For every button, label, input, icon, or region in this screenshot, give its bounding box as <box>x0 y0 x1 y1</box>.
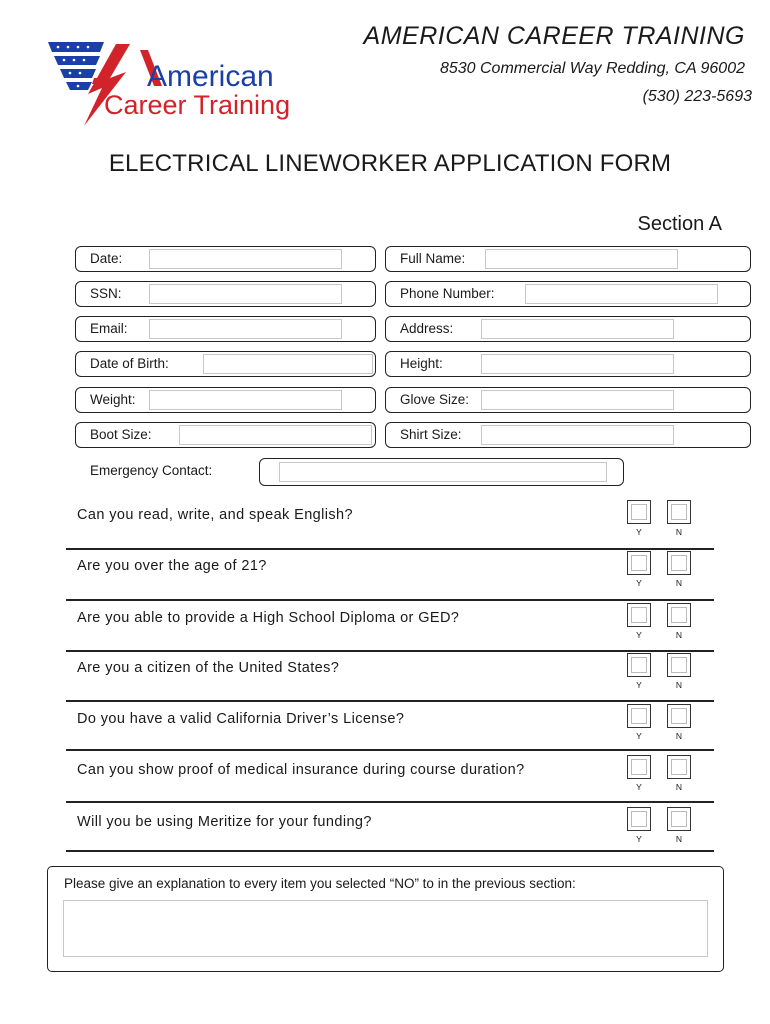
yes-checkbox[interactable] <box>627 755 651 779</box>
glove-size-input[interactable] <box>481 390 674 410</box>
full-name-field[interactable] <box>385 246 751 272</box>
question-text: Do you have a valid California Driver’s License? <box>77 711 405 727</box>
yes-label: Y <box>636 527 642 537</box>
explanation-box <box>47 866 724 972</box>
glove-size-label: Glove Size: <box>400 392 470 407</box>
height-field[interactable] <box>385 351 751 377</box>
yes-checkbox[interactable] <box>627 500 651 524</box>
full-name-label: Full Name: <box>400 251 466 266</box>
section-title: Section A <box>637 213 722 235</box>
question-text: Can you read, write, and speak English? <box>77 507 353 523</box>
yes-label: Y <box>636 680 642 690</box>
phone-label: Phone Number: <box>400 286 495 301</box>
email-label: Email: <box>90 321 128 336</box>
address-input[interactable] <box>481 319 674 339</box>
weight-field[interactable] <box>75 387 376 413</box>
shirt-size-label: Shirt Size: <box>400 427 462 442</box>
height-label: Height: <box>400 356 443 371</box>
address-label: Address: <box>400 321 454 336</box>
yes-checkbox[interactable] <box>627 807 651 831</box>
ssn-field[interactable] <box>75 281 376 307</box>
no-label: N <box>675 731 683 741</box>
no-checkbox[interactable] <box>667 500 691 524</box>
boot-size-field[interactable] <box>75 422 376 448</box>
yes-label: Y <box>636 578 642 588</box>
question-text: Are you over the age of 21? <box>77 558 267 574</box>
question-divider <box>66 749 714 751</box>
yes-checkbox[interactable] <box>627 551 651 575</box>
no-checkbox[interactable] <box>667 704 691 728</box>
question-divider <box>66 599 714 601</box>
date-field[interactable] <box>75 246 376 272</box>
glove-size-field[interactable] <box>385 387 751 413</box>
no-label: N <box>675 680 683 690</box>
question-text: Are you able to provide a High School Diploma or GED? <box>77 610 460 626</box>
org-name: AMERICAN CAREER TRAINING <box>363 22 745 50</box>
no-checkbox[interactable] <box>667 551 691 575</box>
weight-label: Weight: <box>90 392 136 407</box>
no-label: N <box>675 834 683 844</box>
dob-input[interactable] <box>203 354 373 374</box>
no-label: N <box>675 578 683 588</box>
no-label: N <box>675 782 683 792</box>
yes-label: Y <box>636 782 642 792</box>
no-checkbox[interactable] <box>667 603 691 627</box>
question-divider <box>66 850 714 852</box>
phone-field[interactable] <box>385 281 751 307</box>
shirt-size-input[interactable] <box>481 425 674 445</box>
emergency-contact-input[interactable] <box>279 462 607 482</box>
yes-checkbox[interactable] <box>627 653 651 677</box>
yes-label: Y <box>636 731 642 741</box>
boot-size-input[interactable] <box>179 425 372 445</box>
date-input[interactable] <box>149 249 342 269</box>
form-title: ELECTRICAL LINEWORKER APPLICATION FORM <box>108 150 672 177</box>
emergency-contact-field[interactable] <box>259 458 624 486</box>
shirt-size-field[interactable] <box>385 422 751 448</box>
logo-line2: Career Training <box>104 90 291 120</box>
no-checkbox[interactable] <box>667 755 691 779</box>
no-label: N <box>675 630 683 640</box>
ssn-label: SSN: <box>90 286 122 301</box>
weight-input[interactable] <box>149 390 342 410</box>
email-input[interactable] <box>149 319 342 339</box>
address-field[interactable] <box>385 316 751 342</box>
yes-checkbox[interactable] <box>627 603 651 627</box>
question-text: Can you show proof of medical insurance during course duration? <box>77 762 525 778</box>
email-field[interactable] <box>75 316 376 342</box>
height-input[interactable] <box>481 354 674 374</box>
full-name-input[interactable] <box>485 249 678 269</box>
yes-label: Y <box>636 834 642 844</box>
question-divider <box>66 801 714 803</box>
explanation-label: Please give an explanation to every item you selected “NO” to in the previous section: <box>64 876 576 891</box>
question-divider <box>66 700 714 702</box>
boot-size-label: Boot Size: <box>90 427 152 442</box>
question-text: Are you a citizen of the United States? <box>77 660 340 676</box>
company-logo <box>44 42 344 128</box>
org-address: 8530 Commercial Way Redding, CA 96002 <box>439 60 745 77</box>
emergency-contact-label: Emergency Contact: <box>90 463 213 478</box>
yes-label: Y <box>636 630 642 640</box>
no-checkbox[interactable] <box>667 653 691 677</box>
question-divider <box>66 548 714 550</box>
explanation-input[interactable] <box>63 900 708 957</box>
phone-input[interactable] <box>525 284 718 304</box>
date-label: Date: <box>90 251 123 266</box>
dob-label: Date of Birth: <box>90 356 169 371</box>
org-phone: (530) 223-5693 <box>642 88 752 105</box>
question-divider <box>66 650 714 652</box>
dob-field[interactable] <box>75 351 376 377</box>
question-text: Will you be using Meritize for your funding? <box>77 814 372 830</box>
yes-checkbox[interactable] <box>627 704 651 728</box>
ssn-input[interactable] <box>149 284 342 304</box>
no-checkbox[interactable] <box>667 807 691 831</box>
no-label: N <box>675 527 683 537</box>
logo-line1: American <box>147 60 274 93</box>
